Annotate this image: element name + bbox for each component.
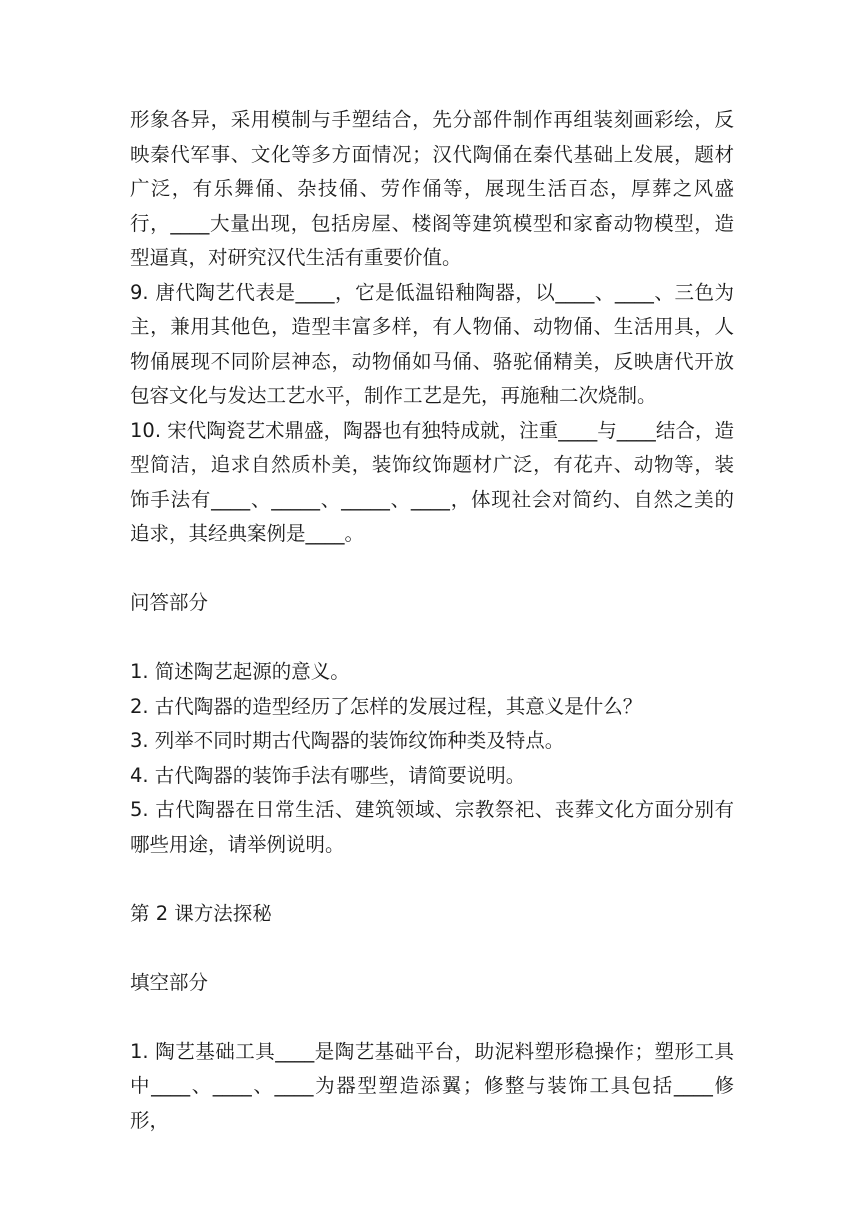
qa-question-2: 2. 古代陶器的造型经历了怎样的发展过程，其意义是什么？: [130, 694, 643, 718]
lesson-heading: 第 2 课方法探秘: [130, 901, 272, 925]
section-heading-qa: 问答部分: [130, 591, 209, 614]
spacer: [130, 621, 734, 656]
spacer: [130, 931, 734, 966]
paragraph-qin-han-figurines: 形象各异，采用模制与手塑结合，先分部件制作再组装刻画彩绘，反映秦代军事、文化等多方面情况；汉代陶俑在秦代基础上发展，题材广泛，有乐舞俑、杂技俑、劳作俑等，展现生活百态，厚葬之风盛行，____大量出现，包括房屋、楼阁等建筑模型和家畜动物模型，造型逼真，对研究汉代生活有重要价值。: [130, 108, 734, 269]
spacer: [130, 552, 734, 587]
qa-question-4: 4. 古代陶器的装饰手法有哪些，请简要说明。: [130, 763, 526, 787]
spacer: [130, 862, 734, 897]
question-10-song-pottery: 10. 宋代陶瓷艺术鼎盛，陶器也有独特成就，注重____与____结合，造型简洁，追求自然质朴美，装饰纹饰题材广泛，有花卉、动物等，装饰手法有____、_____、_____、____，体现社会对简约、自然之美的追求，其经典案例是____。: [130, 418, 734, 545]
document-body: [130, 103, 734, 1138]
qa-question-3: 3. 列举不同时期古代陶器的装饰纹饰种类及特点。: [130, 729, 565, 752]
section-heading-fill-in: 填空部分: [130, 970, 209, 994]
question-9-tang-sancai: 9. 唐代陶艺代表是____，它是低温铅釉陶器，以____、____、三色为主，兼用其他色，造型丰富多样，有人物俑、动物俑、生活用具，人物俑展现不同阶层神态，动物俑如马俑、骆驼俑精美，反映唐代开放包容文化与发达工艺水平，制作工艺是先，再施釉二次烧制。: [130, 280, 734, 407]
fill-in-question-1: 1. 陶艺基础工具____是陶艺基础平台，助泥料塑形稳操作；塑形工具中____、____、____为器型塑造添翼；修整与装饰工具包括____修形，: [130, 1039, 734, 1132]
qa-question-5: 5. 古代陶器在日常生活、建筑领域、宗教祭祀、丧葬文化方面分别有哪些用途，请举例说明。: [130, 798, 734, 856]
spacer: [130, 1000, 734, 1035]
qa-question-1: 1. 简述陶艺起源的意义。: [130, 660, 350, 683]
